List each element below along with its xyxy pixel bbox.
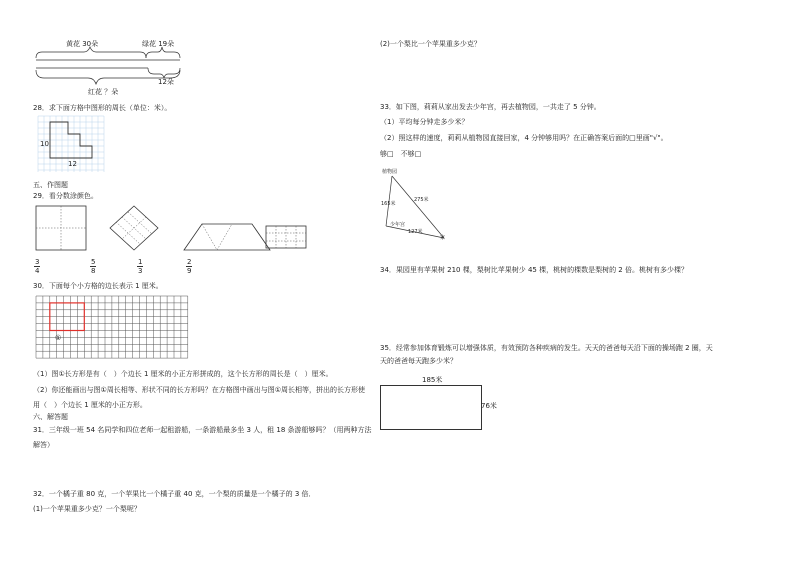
- q32-line1: 32．一个橘子重 80 克，一个苹果比一个橘子重 40 克，一个梨的质量是一个橘子的 3 倍．: [33, 490, 316, 498]
- q30-grid: [36, 296, 196, 364]
- map-dist-275: 275米: [414, 197, 429, 203]
- diff-label: 12朵: [158, 78, 174, 86]
- q31-line2: 解答）: [33, 441, 54, 449]
- q35-length-label: 185米: [422, 376, 443, 384]
- q30-circle-label: ①: [55, 334, 62, 342]
- q32-part2: (2)一个梨比一个苹果重多少克？: [380, 40, 481, 48]
- q31-line1: 31．三年级一班 54 名同学和四位老师一起租游船，一条游船最多坐 3 人，租 18 条游船够吗？（用两种方法: [33, 426, 372, 434]
- q33-text: 33．如下图，莉莉从家出发去少年宫，再去植物园，一共走了 5 分钟。: [380, 103, 601, 111]
- yellow-flower-label: 黄花 30朵: [66, 40, 99, 48]
- map-youth-palace: 少年宫: [390, 222, 406, 228]
- q35-width-label: 76米: [481, 402, 497, 410]
- q33-options: 够□ 不够□: [380, 150, 422, 158]
- map-dist-127: 127米: [408, 229, 423, 235]
- q35-playground-rect: [380, 385, 482, 430]
- q28-bottom-label: 12: [68, 160, 77, 168]
- q30-sub1: （1）图①长方形是有（ ）个边长 1 厘米的小正方形拼成的，这个长方形的周长是（ ）厘米。: [33, 370, 333, 378]
- map-home: 家: [440, 235, 446, 241]
- q30-sub2b: 用（ ）个边长 1 厘米的小正方形。: [33, 401, 147, 409]
- q33-sub2: （2）照这样的速度，莉莉从植物园直接回家，4 分钟够用吗？在正确答案后面的□里画"√"。: [380, 134, 668, 142]
- q28-side-label: 10: [40, 140, 49, 148]
- q35-line1: 35．经常参加体育锻炼可以增强体质，有效预防各种疾病的发生。天天的爸爸每天沿下面的操场跑 2 圈，天: [380, 344, 713, 352]
- map-dist-165: 165米: [381, 201, 396, 207]
- q30-text: 30．下面每个小方格的边长表示 1 厘米。: [33, 282, 163, 290]
- q30-sub2a: （2）你还能画出与图①周长相等、形状不同的长方形吗？在方格图中画出与图①周长相等，拼出的长方形使: [33, 386, 366, 394]
- section-6-heading: 六、解答题: [33, 413, 68, 421]
- q28-text: 28．求下面方格中图形的周长（单位：米）。: [33, 104, 172, 112]
- q29-text: 29．看分数涂颜色。: [33, 192, 98, 200]
- q33-sub1: （1）平均每分钟走多少米？: [380, 118, 469, 126]
- q35-line2: 天的爸爸每天跑多少米？: [380, 357, 457, 365]
- q29-shapes: [34, 204, 314, 254]
- red-flower-label: 红花 ？朵: [88, 88, 119, 96]
- map-botanical-garden: 植物园: [382, 169, 398, 175]
- section-5-heading: 五、作图题: [33, 181, 68, 189]
- q34-text: 34．果园里有苹果树 210 棵，梨树比苹果树少 45 棵，桃树的棵数是梨树的 2 倍。桃树有多少棵？: [380, 266, 688, 274]
- green-flower-label: 绿花 19朵: [142, 40, 175, 48]
- q32-line2: (1)一个苹果重多少克？一个梨呢？: [33, 505, 141, 513]
